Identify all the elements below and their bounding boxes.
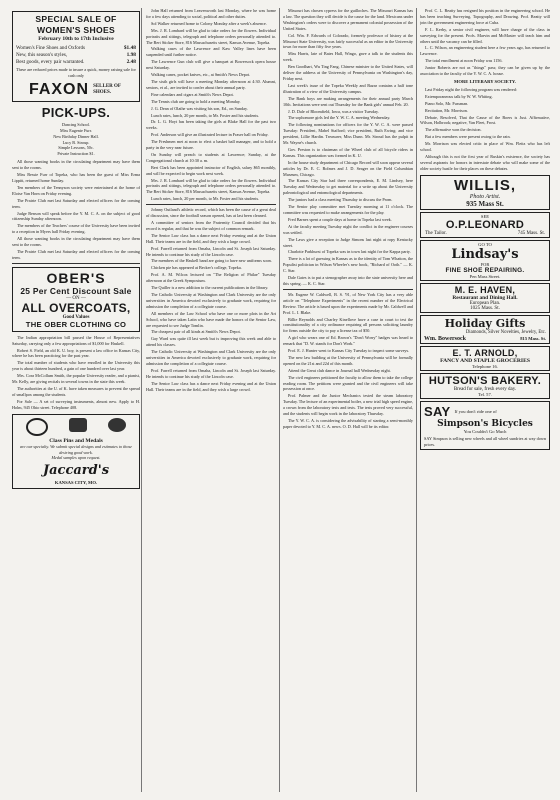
news-item: The cheapest pair of all kinds at Smith's News Depot. bbox=[151, 329, 241, 335]
bottom-news bbox=[12, 335, 140, 411]
shoe-sale-ad bbox=[12, 11, 140, 102]
news-item: Dale Gates is to put a stenographer away into the state university here and this spring. — K. C. Star. bbox=[283, 275, 413, 286]
news-item: The Freshmen met at noon to elect a basket ball manager, and to hold a party in the very near future. bbox=[146, 139, 276, 151]
news-item: J. G. Dean of Olathe was visiting his son, Ed., on Sunday. bbox=[151, 105, 248, 111]
news-item: Dr. L. G. Hoyt has been taking the girls at Blake Hall for the past two weeks. bbox=[146, 119, 276, 131]
news-item: Miss Bessie Furr of Topeka, who has been the guest of Miss Erma Lippitt, returned home Sunday. bbox=[12, 172, 140, 183]
obers-sub: — ON — bbox=[66, 295, 86, 301]
news-item: J. D. Dale of Bloomfield, Iowa, was a visitor Tuesday. bbox=[288, 108, 379, 114]
news-item: Johnny Outland's athletic record, which has been the cause of a great deal of discussion, since the football season opened, has at last been cleaned. bbox=[146, 207, 276, 219]
news-item: The members of the Teachers' course of the University have been invited to a reception in Myers hall Friday evening. bbox=[12, 223, 140, 235]
shoe-price: $1.48 bbox=[123, 45, 136, 51]
notice-line: Dancing School. bbox=[62, 121, 90, 127]
news-item: The authorities at the U. of K. have taken measures to prevent the spread of smallpox among the students. bbox=[12, 386, 140, 397]
holiday-name: Wm. Bowersock bbox=[424, 335, 466, 342]
faxon-brand: FAXON bbox=[28, 80, 90, 98]
shoe-ad-line: New, this season's styles, bbox=[16, 52, 68, 58]
leonard-address: 745 Mass. St. bbox=[517, 230, 545, 236]
news-item: The Prairie Club met last Saturday and elected officers for the coming term. bbox=[12, 197, 140, 209]
shoe-price: 1.98 bbox=[126, 52, 136, 58]
lindsay-ad bbox=[420, 240, 550, 281]
obers-ad bbox=[12, 267, 140, 332]
news-item: Ben Goodhart, Wu Ting Fang, Chinese minister to the United States, will deliver the address at the University of Pennsylvania on Washington's day, Friday next. bbox=[283, 64, 413, 81]
news-item: Bert Clark has been appointed instructor of English, salary $65 monthly, and will be expected to begin work next week. bbox=[146, 164, 276, 176]
news-item: The civil engineers petitioned the faculty to allow them to take the college reading room. The petitions were granted and the civil engineers will take possession at once. bbox=[283, 374, 413, 392]
column-3 bbox=[283, 8, 413, 792]
news-item: The total number of students who have enrolled in the University this year is about thirteen hundred, a gain of one hundred over last year. bbox=[12, 360, 140, 372]
simpson-brand: Simpson's Bicycles bbox=[437, 418, 533, 429]
jaccard-brand: Jaccard's bbox=[42, 463, 110, 479]
haven-line: Restaurant and Dining Hall. bbox=[452, 294, 518, 301]
leonard-name: O.P.LEONARD bbox=[445, 218, 525, 231]
news-item: Debate, Resolved, That the Cause of the Boers is Just. Affirmative, Wilson, Holbrook; negative, Van Fleet, Frost. bbox=[420, 114, 550, 126]
jaccard-city: KANSAS CITY, MO. bbox=[54, 480, 98, 486]
news-item: The new law building at the University of Pennsylvania will be formally opened on the 21st and 22d of this month. bbox=[283, 354, 413, 366]
faxon-tagline: SELLER OF SHOES. bbox=[93, 83, 121, 95]
news-item: Miss Harris, late of Bates Hall, Wingo, gave a talk to the students this week. bbox=[283, 51, 413, 63]
leonard-ad bbox=[420, 212, 550, 238]
news-item: Although this is not the first year of Ruskin's existence, the society has several aspirants for honors in interstate debate who will make some of the older society hustle for their places on these debates. bbox=[420, 153, 550, 171]
news-item: The sophomore girls led the Y. W. C. A. meeting Wednesday. bbox=[288, 115, 391, 121]
shoe-ad-dates: February 10th to 17th Inclusive bbox=[38, 36, 114, 42]
news-item: The Senior play committee met Tuesday morning at 11 o'clock. The committee was requested to make arrangements for the play. bbox=[283, 204, 413, 215]
news-item: The Tennis club are going to hold a meeting Monday. bbox=[151, 98, 241, 104]
notice-line: Private Instruction $1. bbox=[57, 151, 95, 157]
news-item: Walking cases of the Lawrence and Kaw Valley lines have been suspended until further notice. bbox=[146, 46, 276, 58]
pickups-body bbox=[12, 159, 140, 261]
hutson-address: Tel. 57. bbox=[478, 391, 492, 397]
news-item: Gay Ward was quite ill last week but is improving this week and able to attend his classes. bbox=[146, 336, 276, 348]
holiday-title: Holiday Gifts bbox=[444, 316, 526, 330]
hutson-ad bbox=[420, 373, 550, 399]
holiday-items: Diamonds, Silver Novelties, Jewelry, Etc. bbox=[465, 329, 546, 335]
news-item: Prof. A. M. Wilcox lectured on "The Religion of Philae" Tuesday afternoon at the Greek Symposium. bbox=[146, 272, 276, 284]
haven-address: 1025 Mass. St. bbox=[470, 305, 500, 311]
news-item: The Indian appropriation bill passed the House of Representatives Saturday, carrying only a few appropriations of $1,000 for Haskell. bbox=[12, 334, 140, 346]
haven-name: M. E. HAVEN, bbox=[454, 284, 516, 295]
lindsay-pre: GO TO bbox=[478, 241, 492, 247]
news-item: Prof. Farrell returned from Omaha, Lincoln and St. Joseph last Saturday. He intends to continue his study of the Lincoln case. bbox=[146, 245, 276, 257]
news-item: The Y. W. C. A. is considering the advisability of starting a semi-monthly paper devoted to Y. M. C. A. news. O. D. Hall will be its editor. bbox=[283, 418, 413, 429]
lindsay-address: Pen Mass Street. bbox=[469, 273, 501, 279]
shoe-ad-line: Best goods, every pair warranted. bbox=[16, 59, 85, 65]
obers-item: ALL OVERCOATS, bbox=[21, 300, 131, 315]
news-item: On Sunday will preach to students at Lawrence; Sunday, at the Congregational church at 10:30 a. m. bbox=[146, 151, 276, 163]
news-item: The Lawrence Gun club will give a banquet at Bowersock opera house next Saturday. bbox=[146, 59, 276, 71]
shoe-ad-note: These are reduced prices made to insure a quick, money raising sale for cash only bbox=[16, 67, 136, 78]
arnold-address: Telephone 16. bbox=[472, 363, 498, 369]
willis-sub: Photo Artist. bbox=[469, 193, 501, 200]
news-item: The Senior Law class has a dance next Friday evening and at the Union Hall. Their teams are in the field, and they wish a large crowd. bbox=[146, 232, 276, 244]
news-item: The Catholic University at Washington and Clark University are the only universities in America devoted exclusively to graduate work, requiring for admission the completion of a collegiate course. bbox=[146, 291, 276, 309]
news-item: The following nominations for officers for the Y. W. C. A. were passed Tuesday: President, Mabel Stafford; vice president, Ruth Ewing; and vice president, Lillie Hardin. Treasurer, Miss Dunn. Mr. Stroud has the pulpit in Mr. Wayne's church. bbox=[283, 122, 413, 146]
news-item: Fine calendars and cigars at Smith's News Depot. bbox=[151, 91, 234, 97]
obers-quality: Good Values bbox=[62, 314, 90, 320]
notice-line: Simple Lessons, 50c. bbox=[58, 145, 94, 151]
column-4 bbox=[420, 8, 550, 792]
news-item: Prof. Palmer and the Junior Mechanics tested the steam laboratory Tuesday. The lecture of an experimental boiler, a new trial high speed engine, a crown from the laboratory tests and tests. The tests proved very successful, and the students will begin work in the laboratory Thursday. bbox=[283, 393, 413, 417]
news-item: Col. Win. F. Edwards of Colorado, formerly professor of history at the Missouri State University, was fairly successful as an editor in the University town for more than fifty five years. bbox=[283, 32, 413, 50]
news-item: Walking canes, pocket knives, etc., at Smith's News Depot. bbox=[151, 72, 251, 78]
news-item: Sol Walker returned home to Colony Monday after a week's absence. bbox=[151, 20, 267, 26]
notice-line: New Birthday Dinner Hall. bbox=[53, 133, 99, 139]
news-item: Prof. E. J. Hunter went to Kansas City Tuesday to inspect some surveys. bbox=[288, 348, 410, 354]
medal-icon bbox=[26, 418, 48, 436]
news-item: Billie Reynolds and Charley Kinellove have a case in court to test the constitutionality of a city ordinance requiring all persons soliciting laundry for firms outside the city to pay a license tax of $50. bbox=[283, 316, 413, 334]
shoe-ad-line: Women's Fine Shoes and Oxfords bbox=[16, 45, 85, 51]
divider bbox=[146, 204, 276, 205]
news-item: F. L. Kerby, a senior civil engineer, will have charge of the class in surveying for the present. Profs. Marvin and McMaster will teach him and others until the vacancy can be filled. bbox=[420, 26, 550, 44]
notice-line: Miss Eugenie Furr. bbox=[60, 127, 92, 133]
news-item: L. C. Wilson, an engineering student here a few years ago, has returned to Lawrence. bbox=[420, 45, 550, 57]
news-item: A girl who wears one of Ed. Brown's "Don't Worry" badges was heard to remark that "D. W. stands for Don't Work." bbox=[283, 335, 413, 347]
news-item: But a few members were present owing to the rain. bbox=[425, 134, 511, 140]
news-item: Mrs. J. R. Lombard will be glad to take orders for the flowers. Individual portraits and sittings, telegraph and telephone orders personally attended to. The Bert Sticker Store, 816 Massachusetts street, Kansas Avenue, Topeka. bbox=[146, 177, 276, 195]
news-item: The Senior Law class has a dance next Friday evening and at the Union Hall. Their teams are in the field, and they wish a large crowd. bbox=[146, 380, 276, 392]
news-item: Mr. Eugene W. Caldwell, B. S. '91, of New York City has a very able article on "Telephone Experiments" in the recent number of the Electrical Review. The article is based upon the experiments made by Mr. Caldwell and Prof. L. I. Blake. bbox=[283, 291, 413, 315]
column-rule bbox=[416, 8, 417, 792]
column-1 bbox=[12, 8, 140, 792]
news-item: The Bank boys are making arrangements for their annual party March 10th. Invitations were sent out Thursday for the Bank girls' annual Feb. 20. bbox=[283, 95, 413, 107]
news-item: Judge Benson will speak before the Y. M. C. A. on the subject of good citizenship Sunday afternoon. bbox=[12, 210, 140, 222]
simpson-say: SAY bbox=[424, 403, 451, 419]
news-item: All those wanting books in the circulating department may have them sent to the rooms. bbox=[12, 236, 140, 248]
news-item: John Hall returned from Leavenworth last Monday, where he was home for a few days attending to social, political and other duties. bbox=[146, 8, 276, 19]
news-item: Charlotte Parkhurst of Topeka was in town last night for the Kappa party. bbox=[288, 249, 411, 255]
news-item: Piano Solo, Mr. Fussman. bbox=[425, 100, 469, 106]
news-item: Attend the Great club dance in Journal hall Wednesday night. bbox=[288, 367, 391, 373]
lindsay-item: FINE SHOE REPAIRING. bbox=[445, 266, 525, 274]
medal-icon bbox=[108, 418, 126, 432]
jaccard-line2: are our specialty. We submit special designs and estimates to those desiring good work. bbox=[20, 443, 132, 455]
news-item: The Prairie Club met last Saturday and elected officers for the coming term. bbox=[12, 248, 140, 260]
column-rule bbox=[141, 8, 142, 792]
news-item: Last Friday night the following program was rendered: bbox=[425, 86, 517, 92]
willis-address: 935 Mass St. bbox=[466, 199, 504, 208]
news-item: Gov. Preston is to chairman of the Wheel club of all bicycle riders in Kansas. This organization was formed in K. U. bbox=[283, 146, 413, 158]
news-item: The affirmative won the decision. bbox=[425, 127, 482, 133]
leonard-trade: The Tailor. bbox=[425, 230, 447, 236]
news-item: Fred Barnes spent a couple days at home in Topeka last week. bbox=[288, 216, 392, 222]
news-item: The members of the Haskell band are going to have new uniforms soon. bbox=[151, 258, 272, 264]
news-item: Lunch rates, lunch, 20 per month, to Mr. Foster and his students. bbox=[151, 112, 260, 118]
obers-headline: 25 Per Cent Discount Sale bbox=[20, 285, 132, 296]
simpson-last: SAY Simpson is selling new wheels and all wheel sundries at way down prices. bbox=[424, 435, 546, 447]
shoe-price: 2.48 bbox=[126, 59, 136, 65]
pickups-heading: PICK-UPS. bbox=[41, 104, 111, 120]
willis-name: WILLIS, bbox=[454, 176, 516, 194]
obers-firm: THE OBER CLOTHING CO bbox=[25, 319, 127, 329]
pickups-notice bbox=[12, 122, 140, 157]
news-item: Prof. Anderson will give an illustrated lecture in Fraser hall on Friday. bbox=[151, 132, 269, 138]
news-item: Prof. C. L. Beatty has resigned his position in the engineering school. He has been teaching Surveying, Topography, and Drawing. Prof. Beatty will join the government engineering force at Cuba. bbox=[420, 8, 550, 25]
lindsay-name: Lindsay's bbox=[451, 246, 519, 262]
notice-line: Lucy B. Stroup. bbox=[62, 139, 90, 145]
news-item: Mrs. Cora McCollum Smith, the popular University reader, and a pianist, Mr. Kelly, are giving recitals in several towns in the state this week. bbox=[12, 373, 140, 385]
arnold-name: E. T. ARNOLD, bbox=[452, 347, 518, 358]
news-item: Robert S. Field, an old K. U. boy, is present a law office in Kansas City, where he has been practicing for the past year. bbox=[12, 347, 140, 359]
leonard-pre: SEE bbox=[480, 213, 490, 219]
obers-title: OBER'S bbox=[46, 269, 106, 286]
news-item: Junior Roberts are not as "things" pass; they can be given up by the association to the faculty of the Y. W. C. A. house. bbox=[420, 65, 550, 77]
column-2 bbox=[146, 8, 276, 792]
divider bbox=[12, 263, 140, 264]
holiday-address: 815 Mass. St. bbox=[520, 335, 546, 341]
news-item: Last week's issue of the Topeka Weekly and Bazar contains a half tone illustration of a view of the University campus. bbox=[283, 82, 413, 94]
shoe-ad-title: SPECIAL SALE OF WOMEN'S SHOES bbox=[35, 14, 117, 35]
news-item: Ten members of the Tennyson society were entertained at the home of Eloise Van Horn on Friday evening. bbox=[12, 184, 140, 196]
news-item: For Sale — A set of surveying instruments, almost new. Apply to H. Holm, 945 Ohio street. Telephone 408. bbox=[12, 398, 140, 410]
column-rule bbox=[279, 8, 280, 792]
news-item: The juniors had a class meeting Thursday to discuss the Prom. bbox=[288, 197, 393, 203]
simpson-if: If you don't ride one of bbox=[454, 408, 497, 414]
holiday-ad bbox=[420, 315, 550, 344]
news-item: All those wanting books in the circulating department may have them sent to the rooms. bbox=[12, 159, 140, 171]
news-item: Mr. Morrison was elected critic in place of Wm. Fleitz who has left school. bbox=[420, 141, 550, 153]
news-item: In the house study department of Chicago Record will soon appear several articles by Dr. E. C. Bolmes and J. D. Seager on the Field Columbian Museum, Chicago. bbox=[283, 159, 413, 177]
section-heading: MORE LITERARY SOCIETY. bbox=[454, 78, 516, 84]
lindsay-sub: FOR bbox=[480, 261, 490, 267]
jaccard-line1: Class Pins and Medals bbox=[49, 437, 103, 444]
news-item: The Quiller is a new addition to the current publications in the library. bbox=[151, 285, 269, 291]
haven-plan: European Plan. bbox=[469, 300, 501, 306]
news-item: All members of the Law School who have one or more plots in the Art School, who have taken Latin who have made the honors of the Senior Law, are requested to see Judge Tomlin. bbox=[146, 310, 276, 328]
willis-ad bbox=[420, 175, 550, 210]
news-item: The Kansas City Star had three correspondents, E. M. Lindsey, here Tuesday and Wednesday to get material for a write up about the University paleontological and entomological departments. bbox=[283, 178, 413, 196]
news-item: Chicken pie has appeared at Becker's college, Topeka. bbox=[151, 265, 242, 271]
news-item: A committee of seniors from the Fraternity Council decided that his record is regular, and that he was the subject of common remark. bbox=[146, 220, 276, 231]
column-4-news bbox=[420, 8, 550, 172]
pin-icon bbox=[69, 418, 87, 432]
news-item: The Laws give a reception to Judge Simons last night at ropy Kentucky street. bbox=[283, 236, 413, 248]
divider bbox=[283, 289, 413, 290]
hutson-line: Bread for sale, fresh every day. bbox=[453, 386, 517, 392]
arnold-ad bbox=[420, 346, 550, 371]
news-item: Mrs. J. R. Lombard will be glad to take orders for the flowers. Individual portraits and sittings, telegraph and telephone orders personally attended to. The Bert Sticker Store, 816 Massachusetts street, Kansas Avenue, Topeka. bbox=[146, 27, 276, 45]
jaccard-ad bbox=[12, 414, 140, 490]
news-item: The total enrollment at noon Friday was 1156. bbox=[425, 58, 503, 64]
news-item: Extemporaneous talk by W. W. Whiting. bbox=[425, 93, 493, 99]
simpson-sub: You Couldn't Go Much bbox=[463, 428, 507, 434]
simpson-ad bbox=[420, 401, 550, 451]
hutson-title: HUTSON'S BAKERY. bbox=[428, 374, 542, 387]
news-item: The Catholic University at Washington and Clark University are the only universities in America devoted exclusively to graduate work, requiring for admission the completion of a collegiate course. bbox=[146, 349, 276, 366]
news-item: Prof. Farrell returned from Omaha, Lincoln and St. Joseph last Saturday. He intends to continue his study of the Lincoln case. bbox=[146, 367, 276, 379]
haven-ad bbox=[420, 283, 550, 313]
arnold-line: FANCY AND STAPLE GROCERIES bbox=[440, 357, 530, 364]
news-item: Missouri has chosen cypress for the guilloches. The Missouri Kansas has a law. The question they will decide is the cause for the land. Mexicans under Washington's orders were to discover a permanent colonial possession of the United States. bbox=[283, 8, 413, 31]
news-item: At the faculty meeting Tuesday night the conflict in the engineer courses was settled. bbox=[283, 223, 413, 235]
jaccard-line3: Medal samples upon request. bbox=[51, 455, 101, 461]
news-item: Recitation, Mr. Morrison. bbox=[425, 107, 468, 113]
news-item: There is a lot of guessing in Kansas as to the identity of Tom Whatton, the Populist politician in Wilson Wheeler's new book, "Richard of Ooth." — K. C. Star. bbox=[283, 256, 413, 274]
news-item: Lunch rates, lunch, 20 per month, to Mr. Foster and his students. bbox=[151, 196, 260, 202]
news-item: The sixth girls will have a meeting Monday afternoon at 4:30. Alumni, seniors, et al., are invited to confer about their annual party. bbox=[146, 78, 276, 90]
